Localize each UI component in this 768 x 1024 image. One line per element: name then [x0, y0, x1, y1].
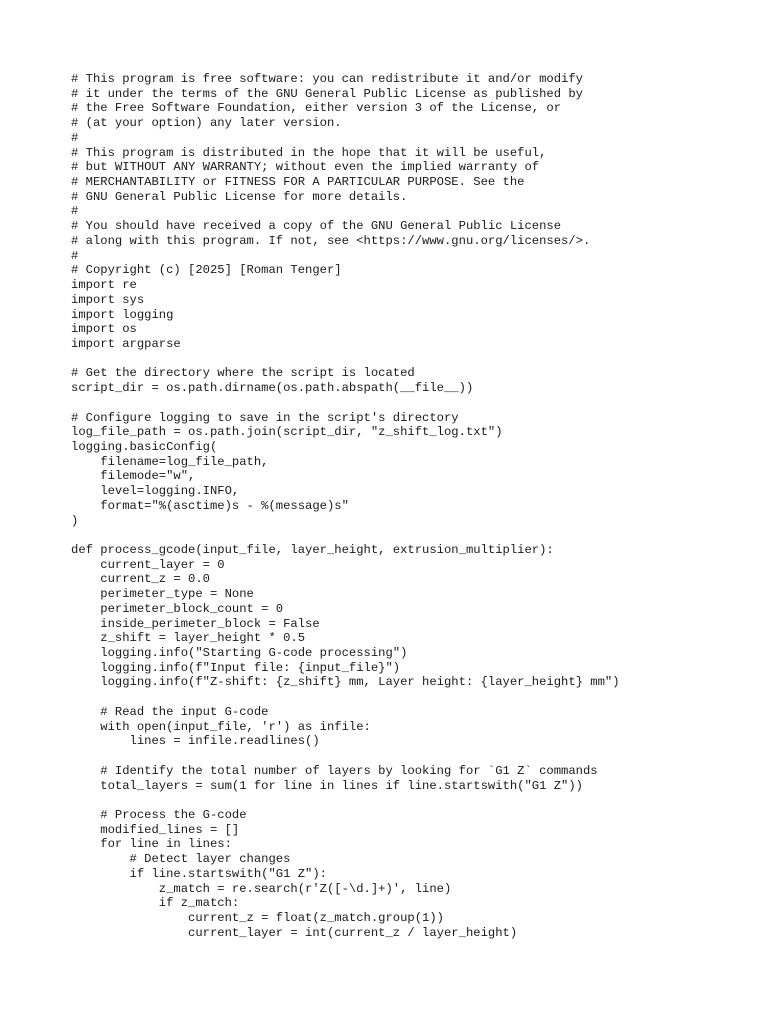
code-line: # Identify the total number of layers by looking for `G1 Z` commands	[71, 763, 598, 778]
code-line: lines = infile.readlines()	[71, 734, 320, 749]
code-line: z_shift = layer_height * 0.5	[71, 631, 306, 646]
code-line: # (at your option) any later version.	[71, 116, 342, 131]
code-line: # This program is free software: you can redistribute it and/or modify	[71, 72, 583, 86]
code-line	[71, 352, 620, 367]
code-line: logging.info("Starting G-code processing")	[71, 646, 408, 661]
code-line	[71, 528, 620, 543]
code-line	[71, 749, 620, 764]
code-line: perimeter_block_count = 0	[71, 601, 284, 616]
code-line: logging.info(f"Z-shift: {z_shift} mm, Layer height: {layer_height} mm")	[71, 675, 620, 690]
code-line: def process_gcode(input_file, layer_height, extrusion_multiplier):	[71, 543, 554, 557]
code-line: # Read the input G-code	[71, 704, 269, 719]
code-line: format="%(asctime)s - %(message)s"	[71, 498, 349, 513]
code-line: log_file_path = os.path.join(script_dir, "z_shift_log.txt")	[71, 425, 503, 440]
code-line: # This program is distributed in the hope that it will be useful,	[71, 145, 547, 160]
code-line: perimeter_type = None	[71, 587, 254, 602]
code-line: import re	[71, 278, 137, 293]
code-line: # the Free Software Foundation, either version 3 of the License, or	[71, 101, 562, 116]
code-line: if line.startswith("G1 Z"):	[71, 866, 327, 881]
code-line: #	[71, 130, 79, 145]
code-line: #	[71, 248, 79, 263]
code-line: )	[71, 513, 79, 528]
code-line: if z_match:	[71, 896, 240, 911]
code-line: for line in lines:	[71, 837, 232, 852]
source-code-block	[71, 72, 620, 940]
code-line: current_layer = 0	[71, 557, 225, 572]
code-line: #	[71, 204, 79, 219]
code-line: z_match = re.search(r'Z([-\d.]+)', line)	[71, 881, 452, 896]
code-line: # You should have received a copy of the GNU General Public License	[71, 219, 562, 234]
code-line: current_z = 0.0	[71, 572, 210, 587]
code-line: current_layer = int(current_z / layer_height)	[71, 925, 518, 940]
code-line: # Configure logging to save in the script's directory	[71, 410, 459, 425]
code-line: import os	[71, 322, 137, 337]
code-line: import argparse	[71, 336, 181, 351]
code-line: filemode="w",	[71, 469, 196, 484]
code-line: # it under the terms of the GNU General Public License as published by	[71, 86, 583, 101]
code-line: logging.basicConfig(	[71, 439, 218, 454]
code-line: total_layers = sum(1 for line in lines if line.startswith("G1 Z"))	[71, 778, 583, 793]
code-line	[71, 793, 620, 808]
code-line: inside_perimeter_block = False	[71, 616, 320, 631]
code-line: # GNU General Public License for more details.	[71, 189, 408, 204]
code-line	[71, 396, 620, 411]
code-line: with open(input_file, 'r') as infile:	[71, 719, 371, 734]
code-line: # along with this program. If not, see <https://www.gnu.org/licenses/>.	[71, 233, 591, 248]
code-line: modified_lines = []	[71, 822, 240, 837]
code-line: # Process the G-code	[71, 807, 247, 822]
code-line: import sys	[71, 292, 145, 307]
code-line: # Get the directory where the script is located	[71, 366, 415, 381]
code-line: # Copyright (c) [2025] [Roman Tenger]	[71, 263, 342, 278]
code-line: import logging	[71, 307, 174, 322]
code-line: level=logging.INFO,	[71, 484, 240, 499]
code-line: # MERCHANTABILITY or FITNESS FOR A PARTICULAR PURPOSE. See the	[71, 175, 525, 190]
code-line: # but WITHOUT ANY WARRANTY; without even the implied warranty of	[71, 160, 540, 175]
code-line: # Detect layer changes	[71, 852, 291, 867]
code-line	[71, 690, 620, 705]
code-line: script_dir = os.path.dirname(os.path.abspath(__file__))	[71, 381, 474, 396]
code-line: logging.info(f"Input file: {input_file}")	[71, 660, 401, 675]
code-line: filename=log_file_path,	[71, 454, 269, 469]
code-line: current_z = float(z_match.group(1))	[71, 910, 444, 925]
